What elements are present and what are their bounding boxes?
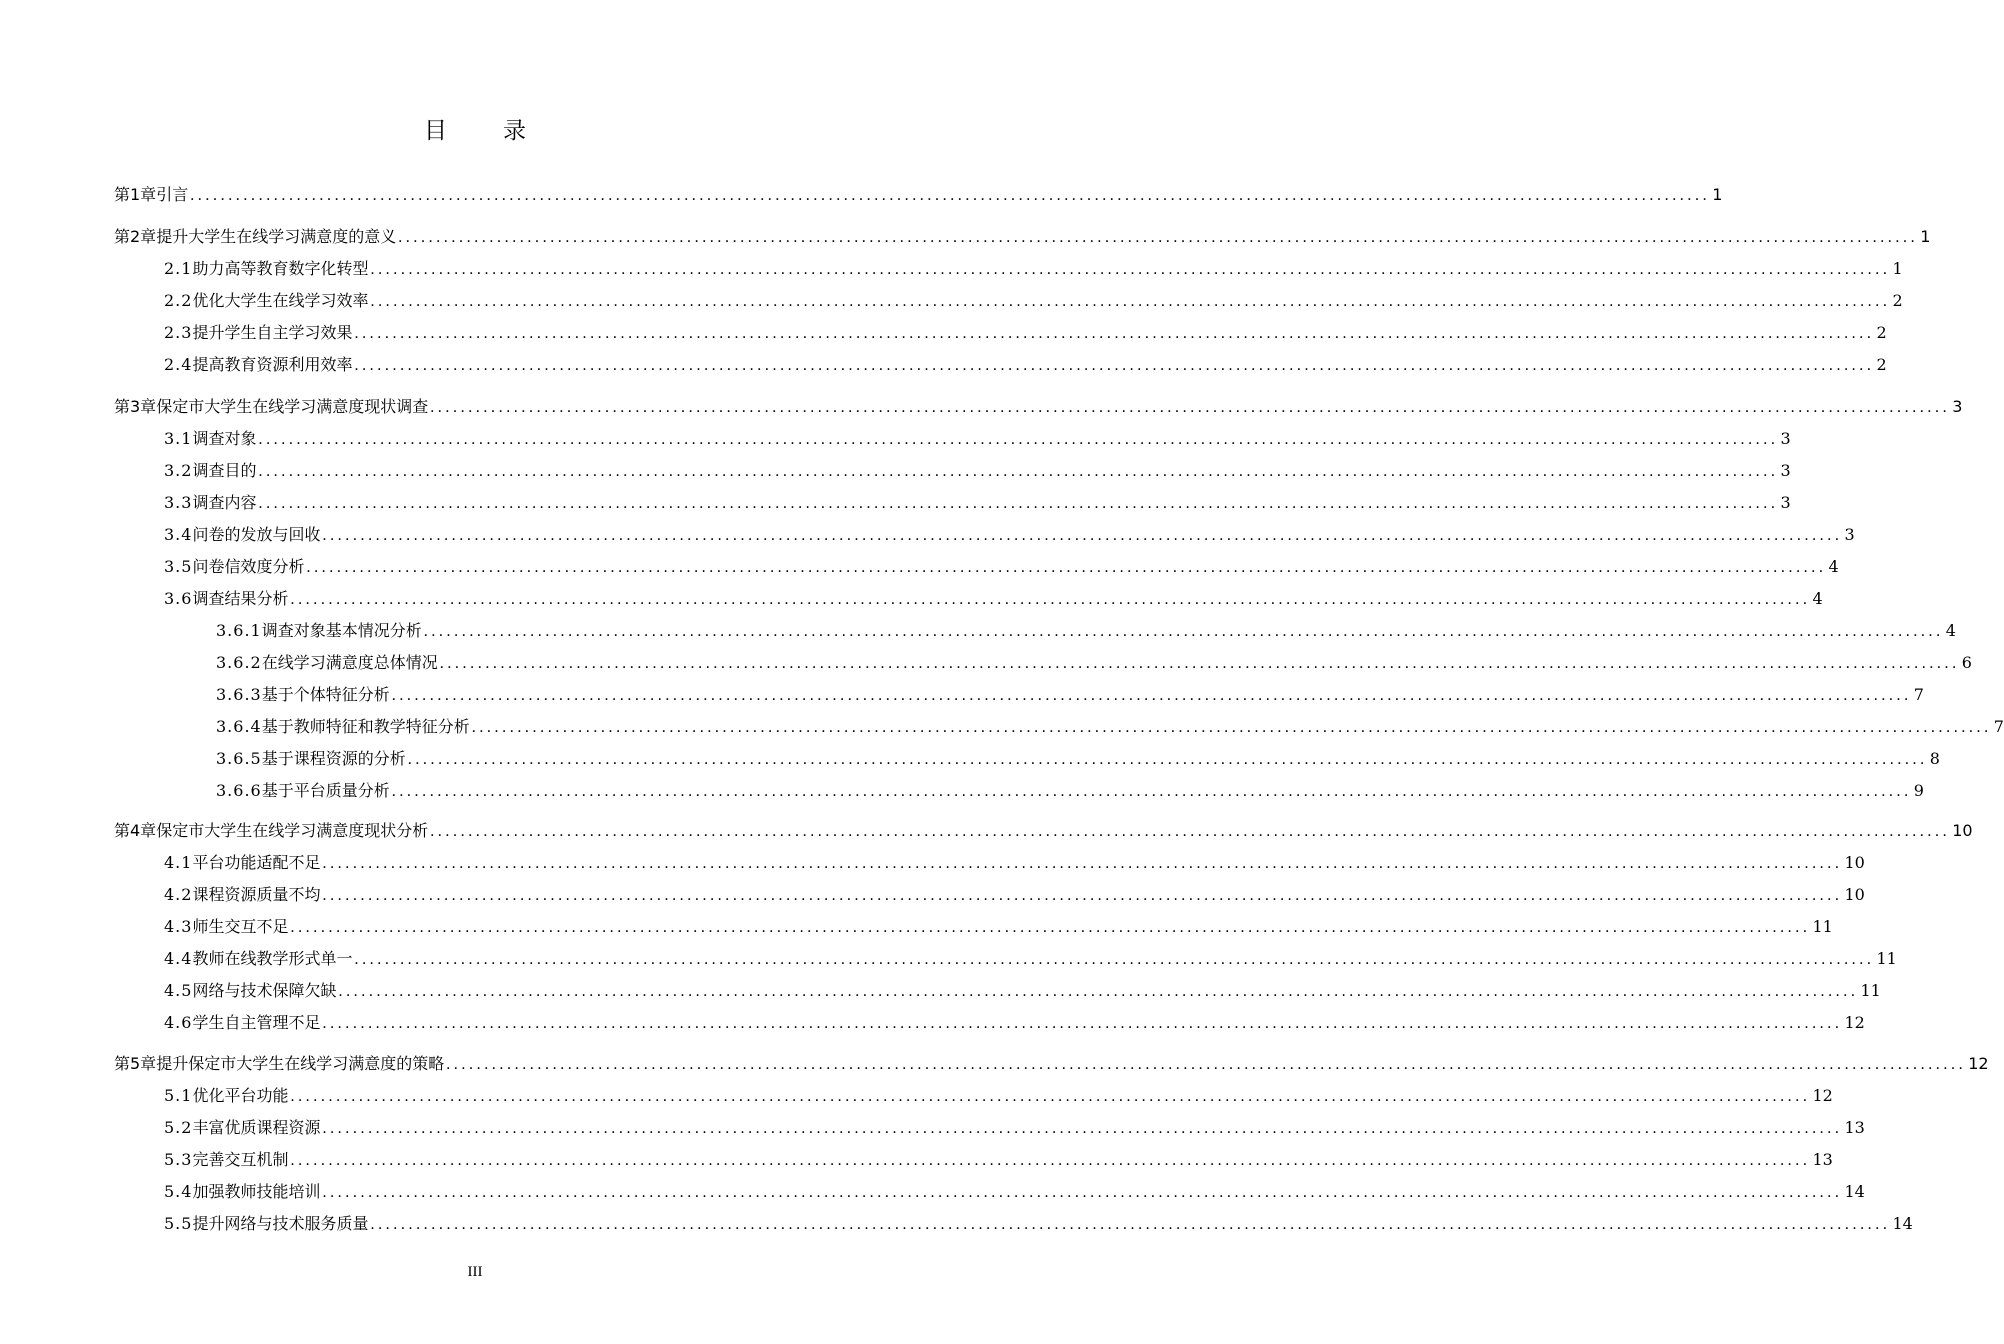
toc-leader-dots: ........................................................................................................................................................................................................ <box>354 325 1875 342</box>
toc-leader-dots: ........................................................................................................................................................................................................ <box>258 463 1779 480</box>
toc-entry-page: 4 <box>1828 557 1839 576</box>
toc-entry-title: 问卷信效度分析 <box>192 557 305 576</box>
toc-entry-title: 丰富优质课程资源 <box>192 1118 321 1137</box>
toc-entry[interactable] <box>114 184 1723 207</box>
toc-entry[interactable] <box>216 748 1940 771</box>
toc-entry-number: 2.4 <box>164 355 193 374</box>
toc-entry[interactable] <box>114 820 1973 843</box>
toc-entry-page: 12 <box>1812 1086 1833 1105</box>
toc-entry-title: 学生自主管理不足 <box>192 1013 321 1032</box>
toc-entry-page: 12 <box>1844 1013 1865 1032</box>
toc-title: 目录 <box>424 118 582 144</box>
toc-entry-number: 3.6.2 <box>216 653 262 672</box>
toc-leader-dots: ........................................................................................................................................................................................................ <box>370 1216 1891 1233</box>
toc-entry[interactable] <box>216 652 1972 675</box>
toc-entry-page: 3 <box>1780 493 1791 512</box>
toc-entry[interactable] <box>216 780 1924 803</box>
toc-entry-title: 在线学习满意度总体情况 <box>261 653 438 672</box>
toc-entry-page: 3 <box>1780 429 1791 448</box>
toc-entry-number: 第2章 <box>114 227 157 246</box>
toc-entry-page: 1 <box>1892 259 1903 278</box>
toc-entry-number: 4.5 <box>164 981 193 1000</box>
toc-leader-dots: ........................................................................................................................................................................................................ <box>290 591 1811 608</box>
toc-leader-dots: ........................................................................................................................................................................................................ <box>290 1152 1811 1169</box>
toc-entry-number: 5.3 <box>164 1150 193 1169</box>
toc-entry[interactable] <box>164 916 1833 939</box>
toc-entry-number: 第5章 <box>114 1054 157 1073</box>
toc-entry-page: 7 <box>1993 717 2004 736</box>
toc-entry-number: 3.2 <box>164 461 193 480</box>
toc-entry-number: 3.6.6 <box>216 781 262 800</box>
toc-entry[interactable] <box>216 684 1924 707</box>
toc-entry-number: 5.5 <box>164 1214 193 1233</box>
toc-entry-title: 提升学生自主学习效果 <box>192 323 353 342</box>
toc-leader-dots: ........................................................................................................................................................................................................ <box>322 855 1843 872</box>
toc-leader-dots: ........................................................................................................................................................................................................ <box>322 1015 1843 1032</box>
toc-entry[interactable] <box>164 322 1887 345</box>
toc-leader-dots: ........................................................................................................................................................................................................ <box>370 293 1891 310</box>
toc-leader-dots: ........................................................................................................................................................................................................ <box>354 951 1875 968</box>
toc-entry[interactable] <box>164 460 1791 483</box>
toc-leader-dots: ........................................................................................................................................................................................................ <box>354 357 1875 374</box>
toc-entry-page: 4 <box>1945 621 1956 640</box>
toc-entry-page: 11 <box>1812 917 1833 936</box>
toc-entry-page: 14 <box>1892 1214 1913 1233</box>
toc-entry-number: 4.2 <box>164 885 193 904</box>
toc-leader-dots: ........................................................................................................................................................................................................ <box>391 687 1912 704</box>
toc-entry[interactable] <box>164 1085 1833 1108</box>
toc-leader-dots: ........................................................................................................................................................................................................ <box>322 887 1843 904</box>
toc-entry[interactable] <box>164 1213 1913 1236</box>
toc-entry-number: 2.2 <box>164 291 193 310</box>
toc-entry-number: 3.6 <box>164 589 193 608</box>
toc-entry-page: 2 <box>1876 323 1887 342</box>
toc-entry[interactable] <box>164 258 1903 281</box>
toc-entry-page: 7 <box>1913 685 1924 704</box>
toc-entry-title: 调查结果分析 <box>192 589 289 608</box>
toc-entry-title: 课程资源质量不均 <box>192 885 321 904</box>
toc-entry[interactable] <box>164 290 1903 313</box>
toc-entry-title: 助力高等教育数字化转型 <box>192 259 369 278</box>
toc-entry-page: 13 <box>1812 1150 1833 1169</box>
toc-entry-title: 提升网络与技术服务质量 <box>192 1214 369 1233</box>
toc-entry-number: 4.4 <box>164 949 193 968</box>
toc-entry[interactable] <box>164 492 1791 515</box>
toc-entry-page: 10 <box>1844 853 1865 872</box>
toc-entry-number: 4.1 <box>164 853 193 872</box>
toc-entry[interactable] <box>114 226 1931 249</box>
toc-entry-page: 8 <box>1929 749 1940 768</box>
toc-entry-title: 完善交互机制 <box>192 1150 289 1169</box>
toc-entry-title: 优化平台功能 <box>192 1086 289 1105</box>
toc-leader-dots: ........................................................................................................................................................................................................ <box>423 623 1944 640</box>
toc-entry-page: 1 <box>1920 227 1931 246</box>
toc-entry-page: 11 <box>1860 981 1881 1000</box>
toc-entry-page: 13 <box>1844 1118 1865 1137</box>
toc-leader-dots: ........................................................................................................................................................................................................ <box>258 495 1779 512</box>
toc-entry[interactable] <box>164 980 1881 1003</box>
toc-entry[interactable] <box>114 396 1963 419</box>
toc-entry[interactable] <box>164 1149 1833 1172</box>
toc-entry-number: 5.2 <box>164 1118 193 1137</box>
toc-entry-number: 3.6.4 <box>216 717 262 736</box>
toc-entry-number: 第4章 <box>114 821 157 840</box>
toc-leader-dots: ........................................................................................................................................................................................................ <box>190 187 1711 204</box>
toc-entry[interactable] <box>164 884 1865 907</box>
toc-entry[interactable] <box>164 1181 1865 1204</box>
toc-entry-number: 第3章 <box>114 397 157 416</box>
toc-entry-number: 3.6.3 <box>216 685 262 704</box>
toc-entry[interactable] <box>114 1053 1989 1076</box>
toc-leader-dots: ........................................................................................................................................................................................................ <box>290 1088 1811 1105</box>
toc-leader-dots: ........................................................................................................................................................................................................ <box>370 261 1891 278</box>
toc-entry-title: 加强教师技能培训 <box>192 1182 321 1201</box>
toc-entry-page: 10 <box>1844 885 1865 904</box>
toc-entry-number: 2.1 <box>164 259 193 278</box>
toc-entry-title: 调查目的 <box>192 461 257 480</box>
toc-leader-dots: ........................................................................................................................................................................................................ <box>446 1056 1967 1073</box>
toc-leader-dots: ........................................................................................................................................................................................................ <box>322 1184 1843 1201</box>
toc-entry[interactable] <box>164 948 1897 971</box>
toc-leader-dots: ........................................................................................................................................................................................................ <box>430 399 1951 416</box>
toc-entry[interactable] <box>164 1117 1865 1140</box>
toc-entry-page: 4 <box>1812 589 1823 608</box>
toc-entry-title: 引言 <box>156 185 189 204</box>
toc-leader-dots: ........................................................................................................................................................................................................ <box>306 559 1827 576</box>
toc-entry-page: 12 <box>1968 1054 1989 1073</box>
toc-entry-title: 网络与技术保障欠缺 <box>192 981 337 1000</box>
toc-entry[interactable] <box>216 620 1956 643</box>
toc-entry-page: 3 <box>1780 461 1791 480</box>
toc-entry-number: 2.3 <box>164 323 193 342</box>
toc-entry-number: 3.6.5 <box>216 749 262 768</box>
toc-entry-page: 10 <box>1952 821 1973 840</box>
toc-entry-title: 问卷的发放与回收 <box>192 525 321 544</box>
toc-entry-title: 优化大学生在线学习效率 <box>192 291 369 310</box>
toc-entry-number: 4.3 <box>164 917 193 936</box>
toc-leader-dots: ........................................................................................................................................................................................................ <box>338 983 1859 1000</box>
toc-entry[interactable] <box>164 428 1791 451</box>
toc-leader-dots: ........................................................................................................................................................................................................ <box>398 229 1919 246</box>
toc-entry-page: 1 <box>1712 185 1723 204</box>
toc-entry-page: 6 <box>1961 653 1972 672</box>
toc-entry-title: 提高教育资源利用效率 <box>192 355 353 374</box>
toc-entry-title: 师生交互不足 <box>192 917 289 936</box>
toc-entry-title: 调查内容 <box>192 493 257 512</box>
toc-leader-dots: ........................................................................................................................................................................................................ <box>407 751 1928 768</box>
toc-entry-page: 9 <box>1913 781 1924 800</box>
toc-leader-dots: ........................................................................................................................................................................................................ <box>430 823 1951 840</box>
toc-entry-number: 3.5 <box>164 557 193 576</box>
toc-entry-title: 提升保定市大学生在线学习满意度的策略 <box>156 1054 445 1073</box>
toc-leader-dots: ........................................................................................................................................................................................................ <box>322 1120 1843 1137</box>
toc-entry[interactable] <box>164 852 1865 875</box>
toc-entry-title: 基于课程资源的分析 <box>261 749 406 768</box>
page-number: III <box>467 1264 483 1280</box>
toc-entry-title: 提升大学生在线学习满意度的意义 <box>156 227 397 246</box>
toc-leader-dots: ........................................................................................................................................................................................................ <box>322 527 1843 544</box>
toc-entry-title: 基于平台质量分析 <box>261 781 390 800</box>
toc-entry-title: 教师在线教学形式单一 <box>192 949 353 968</box>
toc-entry-title: 调查对象 <box>192 429 257 448</box>
toc-entry[interactable] <box>164 1012 1865 1035</box>
toc-entry-title: 调查对象基本情况分析 <box>261 621 422 640</box>
toc-entry[interactable] <box>164 556 1839 579</box>
toc-leader-dots: ........................................................................................................................................................................................................ <box>258 431 1779 448</box>
toc-entry-page: 2 <box>1892 291 1903 310</box>
toc-entry-title: 基于个体特征分析 <box>261 685 390 704</box>
toc-entry-number: 3.3 <box>164 493 193 512</box>
toc-entry-page: 3 <box>1952 397 1963 416</box>
toc-leader-dots: ........................................................................................................................................................................................................ <box>439 655 1960 672</box>
toc-leader-dots: ........................................................................................................................................................................................................ <box>290 919 1811 936</box>
toc-entry-number: 3.6.1 <box>216 621 262 640</box>
toc-entry-number: 5.4 <box>164 1182 193 1201</box>
toc-entry-number: 4.6 <box>164 1013 193 1032</box>
toc-entry-page: 3 <box>1844 525 1855 544</box>
toc-entry[interactable] <box>216 716 2004 739</box>
toc-entry-number: 3.1 <box>164 429 193 448</box>
toc-entry-number: 5.1 <box>164 1086 193 1105</box>
toc-leader-dots: ........................................................................................................................................................................................................ <box>471 719 1992 736</box>
toc-entry-title: 保定市大学生在线学习满意度现状调查 <box>156 397 429 416</box>
toc-entry-number: 3.4 <box>164 525 193 544</box>
toc-entry-title: 保定市大学生在线学习满意度现状分析 <box>156 821 429 840</box>
toc-entry[interactable] <box>164 354 1887 377</box>
toc-entry-page: 11 <box>1876 949 1897 968</box>
toc-entry-page: 2 <box>1876 355 1887 374</box>
toc-entry-title: 平台功能适配不足 <box>192 853 321 872</box>
toc-entry-page: 14 <box>1844 1182 1865 1201</box>
toc-entry[interactable] <box>164 524 1855 547</box>
toc-entry-number: 第1章 <box>114 185 157 204</box>
toc-leader-dots: ........................................................................................................................................................................................................ <box>391 783 1912 800</box>
toc-entry[interactable] <box>164 588 1823 611</box>
toc-entry-title: 基于教师特征和教学特征分析 <box>261 717 470 736</box>
